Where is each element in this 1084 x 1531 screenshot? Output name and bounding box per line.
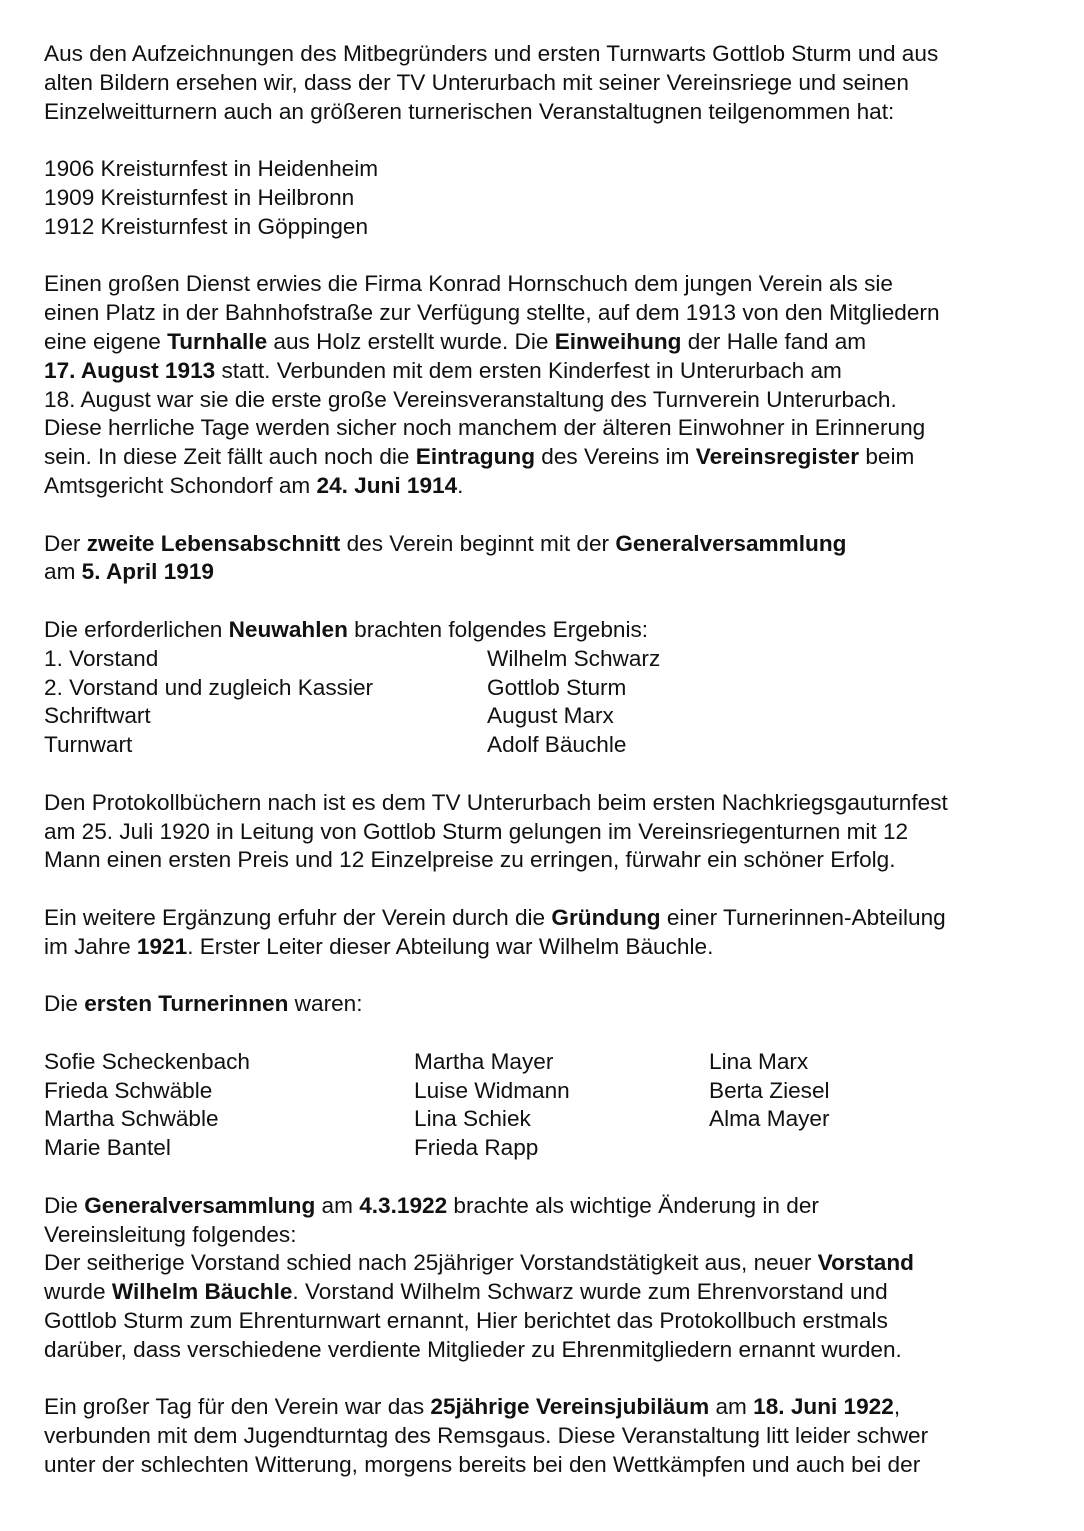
text-line: Den Protokollbüchern nach ist es dem TV Unterurbach beim ersten Nachkriegsgauturnfest [44,789,948,815]
text-line: Mann einen ersten Preis und 12 Einzelpreise zu erringen, fürwahr ein schöner Erfolg. [44,847,896,873]
text-line: Vereinsleitung folgendes: [44,1221,297,1247]
text-line: wurde Wilhelm Bäuchle. Vorstand Wilhelm Schwarz wurde zum Ehrenvorstand und [44,1279,888,1305]
assembly-1922-paragraph [44,1192,1054,1365]
festival-list [44,155,1054,241]
gymnast-row: Marie Bantel Frieda Rapp [44,1135,539,1161]
election-row: 1. Vorstand Wilhelm Schwarz [44,645,661,671]
text-line: eine eigene Turnhalle aus Holz erstellt wurde. Die Einweihung der Halle fand am [44,328,867,354]
text-line: alten Bildern ersehen wir, dass der TV Unterurbach mit seiner Vereinsriege und seinen [44,69,909,95]
text-line: darüber, dass verschiedene verdiente Mitglieder zu Ehrenmitgliedern ernannt wurden. [44,1336,902,1362]
text-line: Die ersten Turnerinnen waren: [44,991,363,1017]
founding-paragraph [44,904,1054,962]
jubilee-paragraph [44,1393,1054,1479]
text-line: am 25. Juli 1920 in Leitung von Gottlob Sturm gelungen im Vereinsriegenturnen mit 12 [44,818,909,844]
text-line: am 5. April 1919 [44,559,214,585]
text-line: unter der schlechten Witterung, morgens bereits bei den Wettkämpfen und auch bei der [44,1452,921,1478]
election-row: Turnwart Adolf Bäuchle [44,732,627,758]
text-line: im Jahre 1921. Erster Leiter dieser Abteilung war Wilhelm Bäuchle. [44,933,714,959]
text-line: sein. In diese Zeit fällt auch noch die Eintragung des Vereins im Vereinsregister beim [44,444,915,470]
text-line: Aus den Aufzeichnungen des Mitbegründers und ersten Turnwarts Gottlob Sturm und aus [44,41,939,66]
text-line: Diese herrliche Tage werden sicher noch manchem der älteren Einwohner in Erinnerung [44,415,926,441]
text-line: Ein weitere Ergänzung erfuhr der Verein durch die Gründung einer Turnerinnen-Abteilung [44,904,946,930]
text-line: Einen großen Dienst erwies die Firma Konrad Hornschuch dem jungen Verein als sie [44,271,893,297]
gym-hall-paragraph [44,270,1054,500]
gymnasts-section [44,990,1054,1163]
second-period-paragraph [44,530,1054,588]
festival-item: 1912 Kreisturnfest in Göppingen [44,213,369,239]
text-line: Einzelweitturnern auch an größeren turnerischen Veranstaltugnen teilgenommen hat: [44,98,895,124]
text-line: verbunden mit dem Jugendturntag des Remsgaus. Diese Veranstaltung litt leider schwer [44,1423,929,1449]
text-line: Der seitherige Vorstand schied nach 25jähriger Vorstandstätigkeit aus, neuer Vorstand [44,1250,914,1276]
text-line: Gottlob Sturm zum Ehrenturnwart ernannt, Hier berichtet das Protokollbuch erstmals [44,1308,888,1334]
text-line: 18. August war sie die erste große Vereinsveranstaltung des Turnverein Unterurbach. [44,386,897,412]
festival-item: 1909 Kreisturnfest in Heilbronn [44,184,355,210]
election-row: Schriftwart August Marx [44,703,614,729]
festival-item: 1906 Kreisturnfest in Heidenheim [44,156,379,182]
text-line: 17. August 1913 statt. Verbunden mit dem ersten Kinderfest in Unterurbach am [44,357,842,383]
elections-section [44,616,1054,760]
text-line: Amtsgericht Schondorf am 24. Juni 1914. [44,472,464,498]
document-page [44,40,1054,1480]
protocol-paragraph [44,789,1054,875]
gymnast-row: Sofie Scheckenbach Martha Mayer Lina Marx [44,1048,809,1074]
gymnast-row: Frieda Schwäble Luise Widmann Berta Ziesel [44,1077,830,1103]
election-row: 2. Vorstand und zugleich Kassier Gottlob Sturm [44,674,627,700]
text-line: Die Generalversammlung am 4.3.1922 brachte als wichtige Änderung in der [44,1192,819,1218]
text-line: Die erforderlichen Neuwahlen brachten folgendes Ergebnis: [44,616,649,642]
text-line: Ein großer Tag für den Verein war das 25jährige Vereinsjubiläum am 18. Juni 1922, [44,1394,901,1420]
text-line: einen Platz in der Bahnhofstraße zur Verfügung stellte, auf dem 1913 von den Mitgliedern [44,300,940,326]
text-line: Der zweite Lebensabschnitt des Verein beginnt mit der Generalversammlung [44,530,847,556]
gymnast-row: Martha Schwäble Lina Schiek Alma Mayer [44,1106,830,1132]
intro-paragraph [44,40,1054,126]
